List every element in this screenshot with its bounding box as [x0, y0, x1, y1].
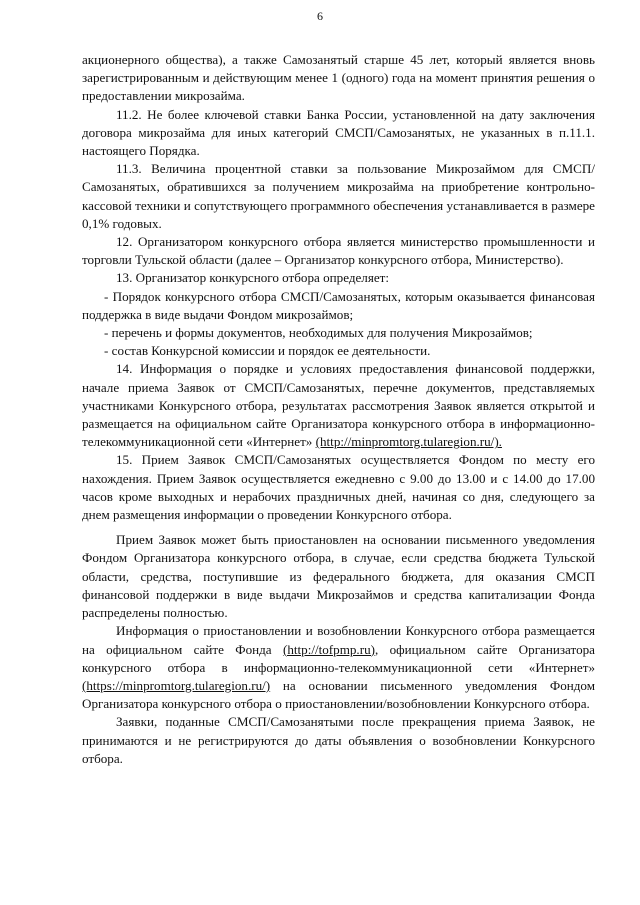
document-body [82, 51, 595, 768]
paragraph-gap [82, 524, 595, 531]
paragraph-applications: Заявки, поданные СМСП/Самозанятыми после прекращения приема Заявок, не принимаются и не регистрируются до даты объявления о возобновлении Конкурсного отбора. [82, 714, 595, 766]
paragraph-13: 13. Организатор конкурсного отбора определяет: [116, 270, 390, 286]
page-number: 6 [317, 9, 323, 23]
tofpmp-link[interactable]: (http://tofpmp.ru) [282, 641, 375, 657]
paragraph-11-2: 11.2. Не более ключевой ставки Банка России, установленной на дату заключения договора микрозайма для иных категорий СМСП/Самозанятых, не указанных в п.11.1. настоящего Порядка. [82, 106, 595, 159]
paragraph-continuation: акционерного общества), а также Самозанятый старше 45 лет, который является вновь зарегистрированным и действующим менее 1 (одного) года на момент принятия решения о предоставлении микрозайма. [82, 52, 595, 104]
minpromtorg-link-2[interactable]: (https://minpromtorg.tularegion.ru/) [82, 677, 271, 693]
paragraph-info-text-1: Информация о приостановлении и возобновлении Конкурсного отбора размещается на официальном сайте Фонда [82, 623, 595, 657]
paragraph-info-resumption [82, 622, 595, 713]
paragraph-info-text-2: , официальном сайте Организатора конкурсного отбора в информационно-телекоммуникационной сети «Интернет» [82, 641, 595, 675]
list-item-commission: - состав Конкурсной комиссии и порядок ее деятельности. [104, 343, 431, 359]
minpromtorg-link[interactable]: (http://minpromtorg.tularegion.ru/). [315, 434, 502, 450]
list-item-documents: - перечень и формы документов, необходимых для получения Микрозаймов; [104, 325, 533, 341]
paragraph-15: 15. Прием Заявок СМСП/Самозанятых осуществляется Фондом по месту его нахождения. Прием Заявок осуществляется ежедневно с 9.00 до 13.00 и с 14.00 до 17.00 часов кроме выходных и нерабочих праздничных дней, начиная со дня, следующего за днем размещения информации о проведении Конкурсного отбора. [82, 452, 595, 523]
paragraph-14-text: 14. Информация о порядке и условиях предоставления финансовой поддержки, начале приема Заявок от СМСП/Самозанятых, перечне документов, представляемых участниками Конкурсного отбора, результатах рассмотрения Заявок является открытой и размещается на официальном сайте Организатора конкурсного отбора в информационно-телекоммуникационной сети «Интернет» [82, 361, 595, 450]
paragraph-12: 12. Организатором конкурсного отбора является министерство промышленности и торговли Тульской области (далее – Организатор конкурсного отбора, Министерство). [82, 234, 595, 268]
paragraph-11-3: 11.3. Величина процентной ставки за пользование Микрозаймом для СМСП/Самозанятых, обратившихся за получением микрозайма на приобретение контрольно-кассовой техники и сопутствующего программного обеспечения устанавливается в размере 0,1% годовых. [82, 161, 595, 231]
paragraph-info-text-3: на основании письменного уведомления Фондом Организатора конкурсного отбора о приостановлении/возобновлении Конкурсного отбора. [82, 677, 596, 712]
list-item-procedure: - Порядок конкурсного отбора СМСП/Самозанятых, которым оказывается финансовая поддержка в виде выдачи Фондом микрозаймов; [82, 288, 595, 322]
paragraph-suspension: Прием Заявок может быть приостановлен на основании письменного уведомления Фондом Организатора конкурсного отбора, в случае, если средства бюджета Тульской области, средства, поступившие из федерального бюджета, для оказания СМСП финансовой поддержки в виде выдачи Микрозаймов и средства капитализации Фонда распределены полностью. [82, 532, 595, 621]
paragraph-14 [82, 360, 595, 451]
